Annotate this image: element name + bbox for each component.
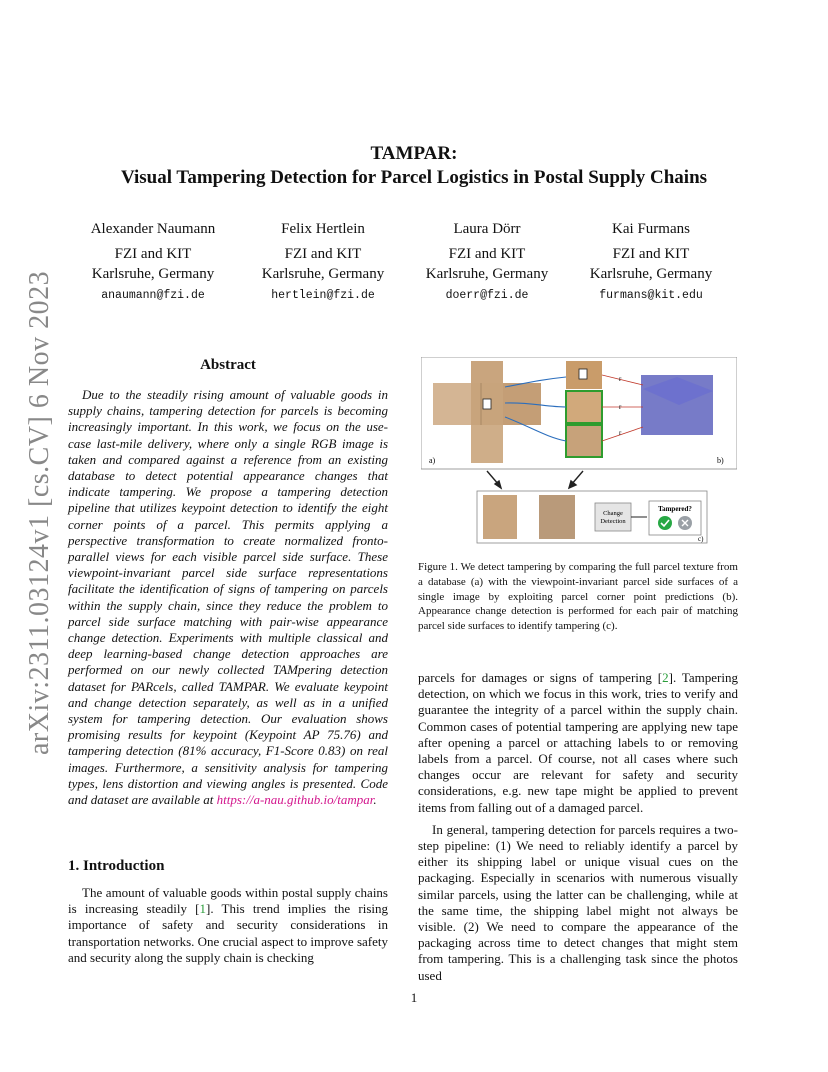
tampered-label: Tampered?	[658, 505, 692, 513]
citation-link[interactable]: 2	[662, 670, 669, 685]
author-email[interactable]: doerr@fzi.de	[445, 289, 529, 302]
change-detection-label-2: Detection	[600, 518, 626, 525]
abstract-end: .	[373, 792, 377, 808]
change-detection-label-1: Change	[603, 510, 623, 517]
check-icon	[658, 516, 672, 530]
author-name: Kai Furmans	[612, 221, 690, 237]
label-c: c)	[698, 535, 704, 543]
abstract-body	[68, 387, 388, 808]
author-name: Felix Hertlein	[281, 221, 365, 237]
flow-arrows	[487, 471, 583, 488]
label-r-2: r	[619, 403, 622, 411]
para-text: ]. Tampering detection, on which we focus in this work, tries to verify and guarantee the integrity of a parcel within the supply chain. Common cases of potential tampering are applying new tape after opening a parcel or attaching labels to or removing labels from a parcel. Of course, not all cases where such changes occur are relevant for safety and security considerations, e.g. new tape might be applied to prevent items from falling out of a damaged parcel.	[418, 670, 738, 815]
para-text: parcels for damages or signs of tampering [	[418, 670, 663, 685]
label-a: a)	[429, 456, 436, 465]
label-r-3: r	[619, 429, 622, 437]
intro-text-a: The amount of valuable goods within postal supply chains is increasing steadily [	[68, 885, 388, 917]
paragraph: In general, tampering detection for parcels requires a two-step pipeline: (1) We need to reliably identify a parcel by either its shipping label or unique visual cues on the packaging. Especially in scenarios with numerous visually similar parcels, using the latter can be challenging, while at the same time, the shipping label might not always be visible. (2) We need to compare the appearance of the packaging across time to detect changes that might stem from tampering. This is a challenging task since the photos used	[418, 821, 738, 983]
right-column-body	[418, 670, 738, 984]
label-r-1: r	[619, 375, 622, 383]
author-3	[402, 219, 572, 306]
title-line-2: Visual Tampering Detection for Parcel Logistics in Postal Supply Chains	[120, 167, 708, 188]
author-location: Karlsruhe, Germany	[589, 266, 713, 282]
section-heading-introduction: 1. Introduction	[68, 858, 165, 874]
abstract-text: Due to the steadily rising amount of valuable goods in supply chains, tampering detection for parcels is becoming increasingly important. In this work, we focus on the use-case last-mile delivery, where only a single RGB image is taken and compared against a reference from an existing database to detect potential appearance changes that indicate tampering. We propose a tampering detection pipeline that utilizes keypoint detection to identify the eight corner points of a parcel. This permits applying a perspective transformation to create normalized fronto-parallel views for each visible parcel side surface. These viewpoint-invariant parcel side surface representations facilitate the identification of signs of tampering on parcels within the supply chain, since they reduce the problem to parcel side surface matching with pair-wise appearance change detection. Experiments with multiple classical and deep learning-based change detection approaches are performed on our newly collected TAMpering detection dataset for PARcels, called TAMPAR. We evaluate keypoint and change detection separately, as well as in a unified system for tampering detection. Our evaluation shows promising results for keypoint (Keypoint AP 75.76) and tampering detection (81% accuracy, F1-Score 0.83) on real images. Furthermore, a sensitivity analysis for tampering types, lens distortion and viewing angles is presented. Code and dataset are available at	[68, 387, 388, 808]
query-surface	[539, 495, 575, 539]
page-number: 1	[410, 990, 418, 1005]
intro-body	[68, 885, 388, 966]
author-name: Laura Dörr	[453, 221, 521, 237]
author-1	[68, 219, 238, 306]
arxiv-identifier: arXiv:2311.03124v1 [cs.CV] 6 Nov 2023	[24, 270, 55, 755]
author-affiliation: FZI and KIT	[448, 246, 526, 262]
author-affiliation: FZI and KIT	[284, 246, 362, 262]
paper-title	[0, 143, 828, 189]
author-affiliation: FZI and KIT	[114, 246, 192, 262]
figure-caption: Figure 1. We detect tampering by comparing the full parcel texture from a database (a) with the viewpoint-invariant parcel side surfaces of a single image by exploiting parcel corner point predictions (b). Appearance change detection is performed for each pair of matching parcel side surfaces to identify tampering (c).	[418, 561, 738, 633]
label-b: b)	[717, 456, 724, 465]
author-4	[566, 219, 736, 306]
citation-link[interactable]: 1	[199, 901, 206, 917]
paragraph	[418, 670, 738, 816]
intro-text-b: ]. This trend implies the rising importance of safety and security considerations in transportation networks. One crucial aspect to improve safety and security along the supply chain is checking	[68, 901, 389, 965]
figure-1	[421, 357, 737, 549]
author-location: Karlsruhe, Germany	[425, 266, 549, 282]
author-list	[68, 219, 768, 309]
author-location: Karlsruhe, Germany	[261, 266, 385, 282]
title-line-1: TAMPAR:	[370, 143, 458, 164]
code-link[interactable]: https://a-nau.github.io/tampar	[216, 792, 374, 808]
author-location: Karlsruhe, Germany	[91, 266, 215, 282]
abstract-heading: Abstract	[200, 357, 256, 373]
reference-surface	[483, 495, 517, 539]
figure-graphic	[421, 357, 737, 549]
author-email[interactable]: anaumann@fzi.de	[101, 289, 205, 302]
author-name: Alexander Naumann	[90, 221, 216, 237]
author-2	[238, 219, 408, 306]
author-affiliation: FZI and KIT	[612, 246, 690, 262]
author-email[interactable]: furmans@kit.edu	[599, 289, 703, 302]
change-detection-box	[595, 503, 631, 531]
author-email[interactable]: hertlein@fzi.de	[271, 289, 375, 302]
